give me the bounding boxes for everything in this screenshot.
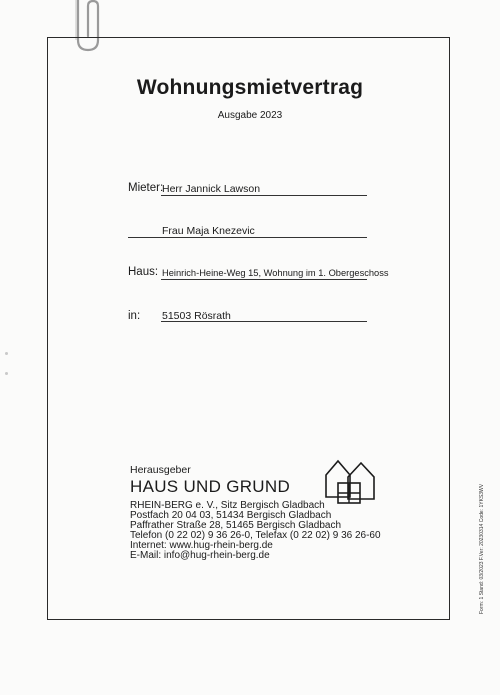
house-label: Haus: bbox=[128, 266, 159, 278]
publisher-line: Telefon (0 22 02) 9 36 26-0, Telefax (0 22 02) 9 36 26-60 bbox=[130, 530, 381, 541]
binder-hole-mark bbox=[5, 372, 8, 375]
in-underline bbox=[161, 321, 367, 322]
tenant-1-value: Herr Jannick Lawson bbox=[162, 183, 261, 195]
house-underline bbox=[161, 279, 367, 280]
house-value: Heinrich-Heine-Weg 15, Wohnung im 1. Obergeschoss bbox=[162, 268, 389, 278]
tenant-2-underline bbox=[128, 237, 367, 238]
haus-und-grund-logo-icon bbox=[324, 455, 376, 505]
tenant-2-value: Frau Maja Knezevic bbox=[162, 225, 255, 237]
in-label: in: bbox=[128, 310, 141, 322]
document-title: Wohnungsmietvertrag bbox=[136, 76, 364, 99]
binder-hole-mark bbox=[5, 352, 8, 355]
in-value: 51503 Rösrath bbox=[162, 310, 231, 322]
tenant-label: Mieter: bbox=[128, 182, 164, 194]
publisher-line: Postfach 20 04 03, 51434 Bergisch Gladbach bbox=[130, 510, 332, 521]
publisher-label: Herausgeber bbox=[130, 464, 191, 476]
publisher-line: RHEIN-BERG e. V., Sitz Bergisch Gladbach bbox=[130, 500, 325, 511]
form-code: Form: 1 Stand: 03/2023 F.Ver: 20230314 Code: 1YKS3WV bbox=[479, 483, 485, 614]
publisher-line: Paffrather Straße 28, 51465 Bergisch Gladbach bbox=[130, 520, 342, 531]
document-edition: Ausgabe 2023 bbox=[217, 110, 283, 121]
publisher-line: Internet: www.hug-rhein-berg.de bbox=[130, 540, 273, 551]
publisher-line: E-Mail: info@hug-rhein-berg.de bbox=[130, 550, 270, 561]
publisher-name: HAUS UND GRUND bbox=[130, 477, 291, 496]
tenant-1-underline bbox=[161, 195, 367, 196]
